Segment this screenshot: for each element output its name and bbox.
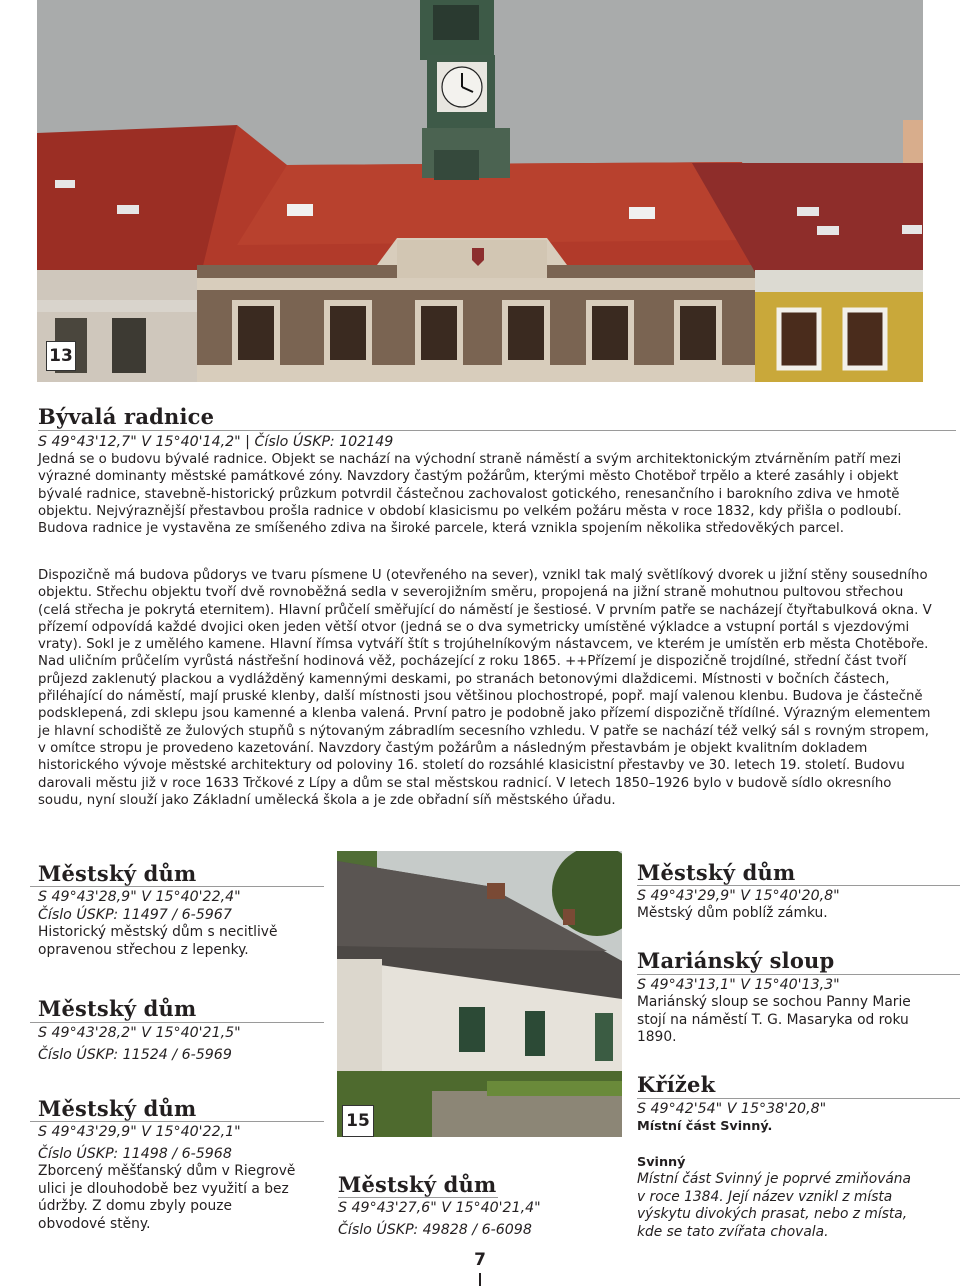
left-item-1-details [38, 888, 328, 959]
item-title: Mariánský sloup [637, 948, 835, 973]
item-rule [338, 1197, 498, 1198]
item-coordinates: S 49°43'27,6" V 15°40'21,4" [338, 1200, 541, 1216]
mid-item-details [338, 1199, 628, 1239]
item-coordinates: S 49°43'29,9" V 15°40'22,1" [38, 1124, 241, 1140]
item-text: Zborcený měšťanský dům v Riegrově ulici je dlouhodobě bez využití a bez údržby. Z domu zbyly pouze obvodové stěny. [38, 1163, 296, 1232]
item-text: Městský dům poblíž zámku. [637, 905, 828, 921]
coordinates-line: S 49°43'12,7" V 15°40'14,2" | Číslo ÚSKP: 102149 [38, 434, 394, 450]
town-hall-photo [37, 0, 923, 382]
left-item-3-details [38, 1123, 328, 1233]
right-item-2 [637, 948, 937, 973]
page-number: 7 [474, 1250, 486, 1270]
item-rule [637, 974, 960, 975]
item-title: Městský dům [338, 1172, 497, 1197]
section-former-town-hall [38, 404, 928, 429]
section-title: Bývalá radnice [38, 404, 215, 429]
right-item-1 [637, 860, 937, 885]
item-rule [637, 885, 960, 886]
item-title: Městský dům [38, 996, 197, 1021]
item-rule [30, 886, 324, 887]
item-subtitle: Místní část Svinný. [637, 1119, 773, 1134]
item-coordinates: S 49°43'13,1" V 15°40'13,3" [637, 977, 840, 993]
description-paragraph-1: Jedná se o budovu bývalé radnice. Objekt se nachází na východní straně náměstí a svým architektonickým ztvárněním patří mezi výrazné dominanty městské památkové zóny. Navzdory častým požárům, kterými město Chotěboř trpělo a které zasáhly i objekt bývalé radnice, stavebně-historický průzkum potvrdil částečnou zachovalost gotického, renesančního i barokního zdiva ve hmotě objektu. Nejvýraznější přestavbou prošla radnice v období klasicismu po velkém požáru města v roce 1832, kdy přišla o podloubí. Budova radnice je vystavěna ze smíšeného zdiva na široké parcele, která vznikla spojením několika středověkých parcel. [38, 452, 902, 537]
item-coordinates: S 49°43'29,9" V 15°40'20,8" [637, 888, 840, 904]
item-uskp: Číslo ÚSKP: 11524 / 6-5969 [38, 1047, 232, 1063]
right-item-3-details [637, 1100, 927, 1241]
item-title: Městský dům [38, 1096, 197, 1121]
item-text: Historický městský dům s necitlivě opravenou střechou z lepenky. [38, 924, 278, 958]
left-item-2 [38, 996, 328, 1021]
item-uskp: Číslo ÚSKP: 11498 / 6-5968 [38, 1146, 232, 1162]
photo-number-badge: 15 [342, 1105, 374, 1137]
item-coordinates: S 49°42'54" V 15°38'20,8" [637, 1101, 827, 1117]
item-title: Městský dům [637, 860, 796, 885]
item-coordinates: S 49°43'28,2" V 15°40'21,5" [38, 1025, 241, 1041]
right-item-2-details [637, 976, 917, 1047]
item-text: Místní část Svinný je poprvé zmiňována v roce 1384. Její název vznikl z místa výskytu divokých prasat, nebo z místa, kde se tato zvířata chovala. [637, 1171, 912, 1240]
title-rule [38, 430, 956, 431]
item-text: Mariánský sloup se sochou Panny Marie stojí na náměstí T. G. Masaryka od roku 1890. [637, 994, 911, 1045]
left-item-2-details [38, 1024, 328, 1064]
mid-item [338, 1172, 628, 1197]
item-subheading: Svinný [637, 1154, 686, 1170]
right-item-1-details [637, 887, 927, 923]
item-rule [30, 1022, 324, 1023]
right-item-3 [637, 1072, 937, 1097]
description-paragraph-2: Dispozičně má budova půdorys ve tvaru písmene U (otevřeného na sever), vznikl tak malý světlíkový dvorek u jižní stěny sousedního objektu. Střechu objektu tvoří dvě rovnoběžná sedla v severojižním směru, propojená na jižní straně mohutnou pultovou střechou (celá střecha je pokrytá eternitem). Hlavní průčelí směřující do náměstí je šestiosé. V prvním patře se nacházejí čtyřtabulková okna. V přízemí odpovídá každé dvojici oken jeden větší otvor (jedná se o dva symetricky umístěné výkladce a vstupní portál s vjezdovými vraty). Sokl je z umělého kamene. Hlavní římsa vytváří štít s trojúhelníkovým nástavcem, ve kterém je umístěn erb města Chotěboře. Nad uličním průčelím vyrůstá nástřešní hodinová věž, pocházející z roku 1865. ++Přízemí je dispozičně trojdílné, střední část tvoří průjezd zaklenutý plackou a vydlážděný kamennými deskami, po stranách betonovými dlaždicemi. Místnosti v bočních částech, přiléhající do náměstí, mají pruské klenby, další místnosti jsou většinou plochostropé, popř. mají valenou klenbu. Budova je částečně podsklepená, zdi sklepu jsou kamenné a klenba valená. První patro je podobně jako přízemí dispozičně třídílné. Výrazným elementem je hlavní schodiště ze žulových stupňů s nýtovaným zábradlím secesního vzhledu. V patře se nachází též velký sál s rovným stropem, v omítce stropu je provedeno kazetování. Navzdory častým požárům a následným přestavbám je objekt kvalitním dokladem historického vývoje městské architektury od poloviny 16. století do rozsáhlé klasicistní přestavby ve 30. letech 19. století. Budovu darovali městu již v roce 1633 Trčkové z Lípy a dům se stal městskou radnicí. V letech 1850–1926 bylo v budově sídlo okresního soudu, nyní slouží jako Základní umělecká škola a je zde obřadní síň městského úřadu. [38, 568, 932, 808]
town-hall-illustration [37, 0, 923, 382]
photo-number-badge: 13 [46, 341, 76, 371]
page-marker [479, 1273, 481, 1286]
left-item-1 [38, 861, 328, 886]
item-rule [30, 1121, 324, 1122]
house-illustration [337, 851, 622, 1137]
item-uskp: Číslo ÚSKP: 49828 / 6-6098 [338, 1222, 532, 1238]
item-title: Městský dům [38, 861, 197, 886]
item-uskp: Číslo ÚSKP: 11497 / 6-5967 [38, 907, 232, 923]
item-title: Křížek [637, 1072, 716, 1097]
item-coordinates: S 49°43'28,9" V 15°40'22,4" [38, 889, 241, 905]
item-rule [637, 1098, 960, 1099]
left-item-3 [38, 1096, 328, 1121]
house-photo [337, 851, 622, 1137]
